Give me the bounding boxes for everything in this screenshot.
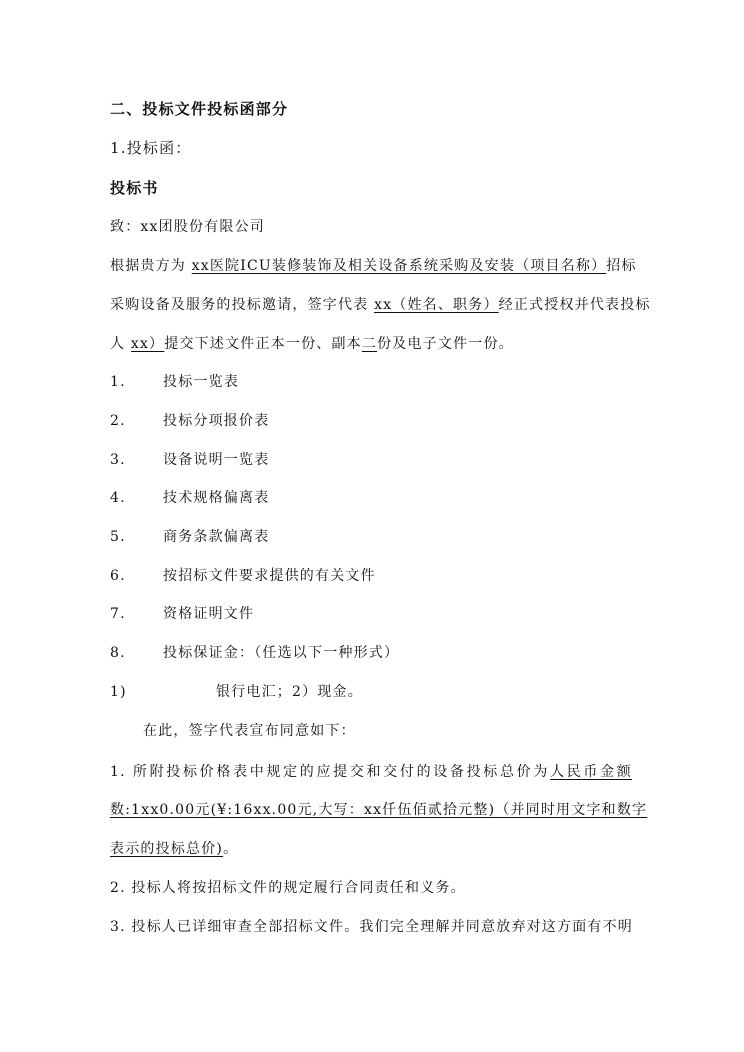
clause-2: 2. 投标人将按招标文件的规定履行合同责任和义务。 (110, 880, 466, 896)
list-item (110, 644, 399, 662)
text: 经正式授权并代表投标 (498, 297, 651, 313)
doc-title: 投标书 (110, 179, 159, 197)
list-item (110, 412, 269, 430)
item-number: 5. (110, 529, 126, 545)
item-text: 投标保证金：（任选以下一种形式） (163, 645, 400, 661)
list-item (110, 489, 269, 507)
bidder: xx） (130, 336, 165, 352)
text: 份及电子文件一份。 (377, 336, 514, 352)
clause-1-line-2 (110, 801, 648, 819)
text: 人 (110, 336, 126, 352)
price-text: 表示的投标总价) (110, 841, 224, 857)
item-number: 3. (110, 452, 126, 468)
declaration: 在此，签字代表宣布同意如下： (143, 723, 356, 739)
intro-line-1 (110, 257, 637, 275)
text: 根据贵方为 (110, 258, 186, 274)
item-number: 2. (110, 413, 126, 429)
item-number: 8. (110, 645, 126, 661)
item-text: 按招标文件要求提供的有关文件 (163, 568, 376, 584)
list-item (110, 373, 239, 391)
item-text: 商务条款偏离表 (163, 529, 270, 545)
intro-line-3 (110, 335, 514, 353)
item-text: 技术规格偏离表 (163, 490, 270, 506)
price-text: 数:1xx0.00元(¥:16xx.00元,大写：xx仟伍佰贰拾元整)（并同时用文字和数字 (110, 802, 648, 818)
clause-3: 3. 投标人已详细审查全部招标文件。我们完全理解并同意放弃对这方面有不明 (110, 919, 634, 935)
item-text: 资格证明文件 (163, 606, 255, 622)
text: 1. 所附投标价格表中规定的应提交和交付的设备投标总价为 (110, 764, 551, 780)
text: 。 (223, 841, 239, 857)
list-item (110, 528, 269, 546)
item-number: 7. (110, 606, 126, 622)
item-text: 银行电汇；2）现金。 (216, 684, 363, 700)
intro-line-2 (110, 296, 651, 314)
item-number: 1. (110, 374, 126, 390)
list-item (110, 605, 254, 623)
sub-list-item (110, 683, 363, 701)
clause-1-line-1 (110, 763, 632, 781)
item-number: 1) (110, 684, 127, 700)
text: 提交下述文件正本一份、副本 (164, 336, 362, 352)
clause-1-line-3 (110, 840, 238, 858)
project-name: xx医院ICU装修装饰及相关设备系统采购及安装（项目名称） (191, 258, 607, 274)
list-item (110, 567, 376, 585)
section-title: 二、投标文件投标函部分 (110, 100, 289, 118)
sub-title: 1.投标函： (110, 139, 192, 157)
item-text: 投标分项报价表 (163, 413, 270, 429)
price-text: 人民币金额 (550, 764, 633, 780)
representative: xx（姓名、职务） (374, 297, 499, 313)
list-item (110, 451, 269, 469)
item-number: 4. (110, 490, 126, 506)
item-number: 6. (110, 568, 126, 584)
item-text: 投标一览表 (163, 374, 239, 390)
addressee: 致：xx团股份有限公司 (110, 219, 265, 235)
text: 招标 (606, 258, 637, 274)
item-text: 设备说明一览表 (163, 452, 270, 468)
text: 采购设备及服务的投标邀请，签字代表 (110, 297, 369, 313)
copies-count: 二 (361, 336, 378, 352)
